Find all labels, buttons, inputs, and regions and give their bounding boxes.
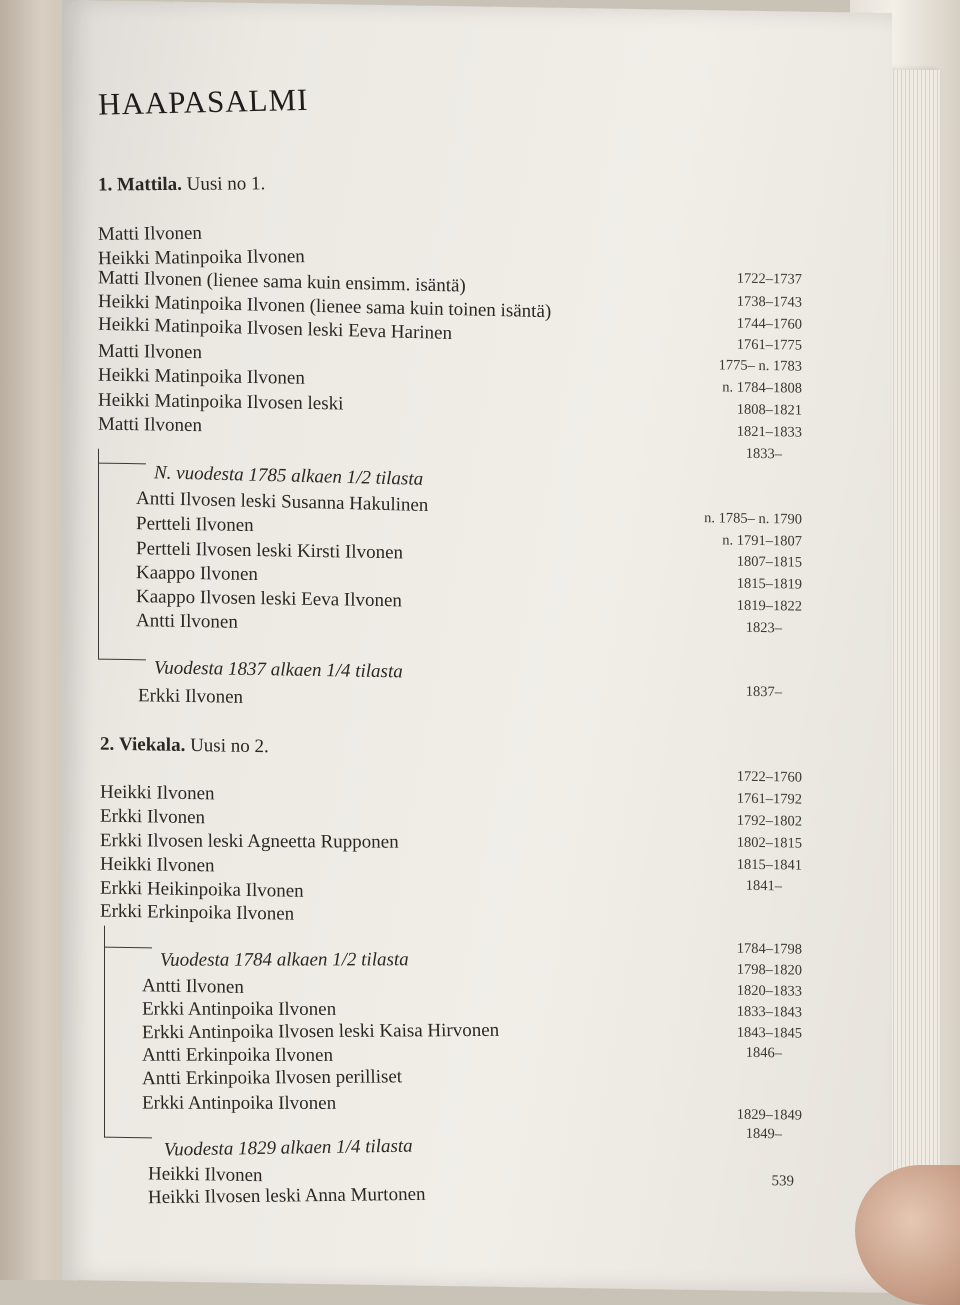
section-number: 2. [100,733,115,755]
owner-entry: Kaappo Ilvonen [136,562,258,586]
years-entry: 1802–1815 [736,834,802,852]
owner-entry: Antti Ilvonen [136,610,238,633]
page-heading: HAAPASALMI [97,81,309,122]
years-entry: 1821–1833 [736,423,802,441]
owner-entry: Heikki Matinpoika Ilvosen leski [98,389,344,415]
bracket-tick [104,947,152,949]
years-entry: 1722–1760 [736,768,802,786]
owner-entry: Heikki Ilvonen [100,781,215,805]
years-entry: 1823– [745,619,782,637]
owner-entry: Heikki Matinpoika Ilvonen [97,246,306,270]
subdivision-heading: Vuodesta 1837 alkaen 1/4 tilasta [154,657,403,683]
subdivision-bracket [104,926,105,1138]
years-entry: 1815–1841 [736,856,802,874]
section-heading [98,173,266,198]
years-entry: 1815–1819 [736,575,802,593]
owner-entry: Matti Ilvonen (lienee sama kuin ensimm. isäntä) [97,267,466,297]
owner-entry: Heikki Ilvonen [100,853,215,877]
years-entry: 1761–1775 [736,336,802,354]
owner-entry: Kaappo Ilvosen leski Eeva Ilvonen [136,586,402,612]
section-heading [100,734,269,761]
years-entry: 1775– n. 1783 [718,357,802,375]
owner-entry: Heikki Matinpoika Ilvosen leski Eeva Harinen [97,313,453,344]
years-entry: 1792–1802 [736,812,802,830]
owner-entry: Pertteli Ilvonen [136,513,254,537]
owner-entry: Antti Erkinpoika Ilvonen [141,1044,334,1066]
years-entry: 1738–1743 [736,293,802,311]
subdivision-bracket [98,449,99,659]
years-entry: 1846– [745,1044,782,1062]
owner-entry: Erkki Ilvosen leski Agneetta Rupponen [99,830,399,853]
owner-entry: Heikki Matinpoika Ilvonen (lienee sama kuin toinen isäntä) [97,290,552,323]
years-entry: 1722–1737 [736,270,802,288]
years-entry: n. 1791–1807 [722,532,802,550]
book-left-page-edge [0,0,70,1280]
book-page [62,0,892,1293]
years-entry: 1798–1820 [736,961,802,979]
section-name: Mattila. [116,173,183,196]
section-suffix: Uusi no 2. [190,735,269,758]
owner-entry: Matti Ilvonen [98,340,202,364]
years-entry: 1841– [745,877,782,895]
years-entry: 1807–1815 [736,553,802,571]
years-entry: 1808–1821 [736,401,802,419]
owner-entry: Pertteli Ilvosen leski Kirsti Ilvonen [136,538,404,564]
owner-entry: Erkki Ilvonen [100,805,206,829]
subdivision-heading: Vuodesta 1829 alkaen 1/4 tilasta [163,1135,413,1161]
owner-entry: Heikki Ilvosen leski Anna Murtonen [147,1183,426,1209]
years-entry: 1819–1822 [736,597,802,615]
section-name: Viekala. [119,733,186,756]
owner-entry: Antti Erkinpoika Ilvosen perilliset [141,1066,403,1090]
years-entry: 1744–1760 [736,315,802,333]
section-number: 1. [97,174,113,196]
owner-entry: Erkki Antinpoika Ilvonen [141,998,337,1020]
section-suffix: Uusi no 1. [186,173,266,195]
years-entry: 1837– [745,683,782,701]
bracket-tick [98,659,146,661]
years-entry: 1829–1849 [736,1106,802,1124]
owner-entry: Antti Ilvonen [142,975,244,998]
years-entry: n. 1785– n. 1790 [704,510,802,528]
owner-entry: Erkki Heikinpoika Ilvonen [100,877,304,902]
subdivision-heading: N. vuodesta 1785 alkaen 1/2 tilasta [153,462,424,490]
owner-entry: Erkki Antinpoika Ilvosen leski Kaisa Hirvonen [141,1019,500,1044]
bracket-tick [104,1137,152,1139]
years-entry: 1761–1792 [736,790,802,808]
page-number: 539 [771,1173,794,1190]
years-entry: 1833– [745,445,782,463]
owner-entry: Erkki Erkinpoika Ilvonen [100,900,295,925]
years-entry: 1833–1843 [736,1003,802,1021]
owner-entry: Matti Ilvonen [97,222,203,245]
owner-entry: Heikki Matinpoika Ilvonen [98,364,305,389]
years-entry: 1849– [745,1125,782,1143]
subdivision-heading: Vuodesta 1784 alkaen 1/2 tilasta [159,949,409,971]
years-entry: n. 1784–1808 [722,379,802,397]
owner-entry: Erkki Antinpoika Ilvonen [141,1092,337,1114]
owner-entry: Antti Ilvosen leski Susanna Hakulinen [135,487,429,517]
owner-entry: Erkki Ilvonen [138,685,244,708]
bracket-tick [98,463,146,465]
years-entry: 1843–1845 [736,1024,802,1042]
years-entry: 1784–1798 [736,940,802,958]
years-entry: 1820–1833 [736,982,802,1000]
owner-entry: Heikki Ilvonen [148,1163,263,1187]
owner-entry: Matti Ilvonen [98,413,202,437]
